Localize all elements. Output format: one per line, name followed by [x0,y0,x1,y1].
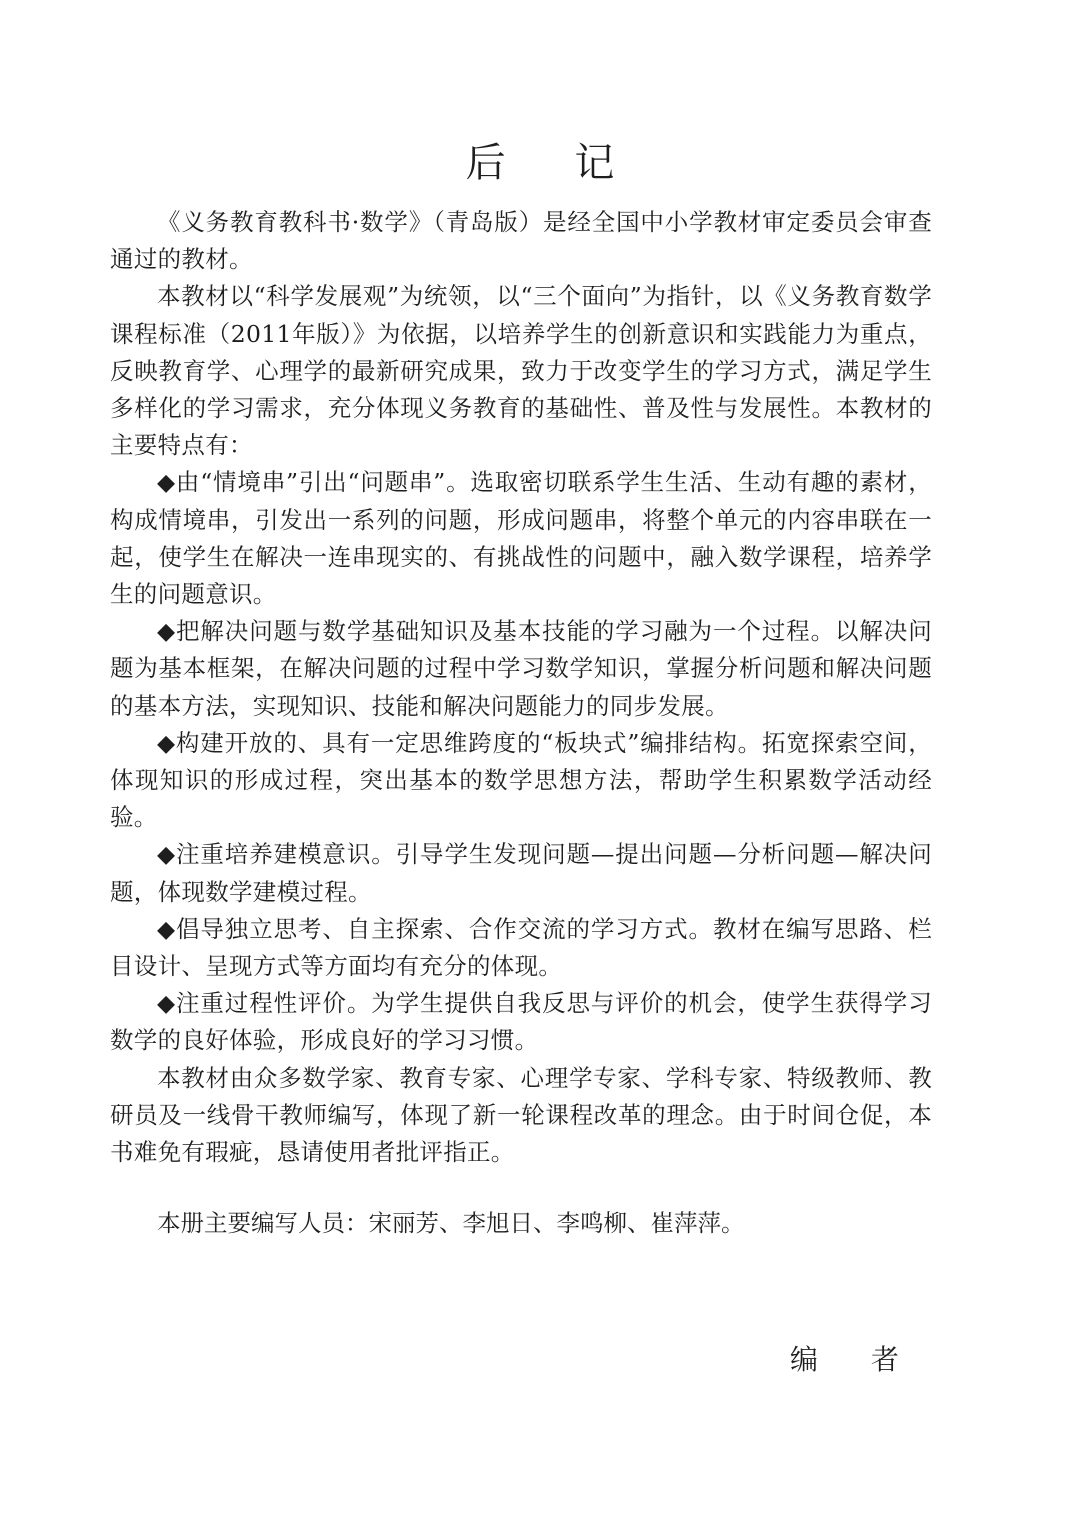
paragraph-feature-1: ◆由“情境串”引出“问题串”。选取密切联系学生生活、生动有趣的素材，构成情境串，引发出一系列的问题，形成问题串，将整个单元的内容串联在一起，使学生在解决一连串现实的、有挑战性的问题中，融入数学课程，培养学生的问题意识。 [110,468,932,609]
paragraph-overview: 本教材以“科学发展观”为统领，以“三个面向”为指针，以《义务教育数学课程标准（2011年版）》为依据，以培养学生的创新意识和实践能力为重点，反映教育学、心理学的最新研究成果，致力于改变学生的学习方式，满足学生多样化的学习需求，充分体现义务教育的基础性、普及性与发展性。本教材的主要特点有： [110,282,932,460]
paragraph-intro: 《义务教育教科书·数学》（青岛版）是经全国中小学教材审定委员会审查通过的教材。 [110,208,932,274]
paragraph-feature-4: ◆注重培养建模意识。引导学生发现问题—提出问题—分析问题—解决问题，体现数学建模过程。 [110,840,932,906]
paragraph-feature-6: ◆注重过程性评价。为学生提供自我反思与评价的机会，使学生获得学习数学的良好体验，形成良好的学习习惯。 [110,989,932,1055]
afterword-body [110,204,932,1171]
paragraph-closing: 本教材由众多数学家、教育专家、心理学专家、学科专家、特级教师、教研员及一线骨干教师编写，体现了新一轮课程改革的理念。由于时间仓促，本书难免有瑕疵，恳请使用者批评指正。 [110,1063,932,1167]
signature-editor: 编 者 [790,1343,921,1376]
paragraph-feature-2: ◆把解决问题与数学基础知识及基本技能的学习融为一个过程。以解决问题为基本框架，在解决问题的过程中学习数学知识，掌握分析问题和解决问题的基本方法，实现知识、技能和解决问题能力的同步发展。 [110,617,932,720]
authors-credit: 本册主要编写人员：宋丽芳、李旭日、李鸣柳、崔萍萍。 [157,1209,745,1237]
paragraph-feature-5: ◆倡导独立思考、自主探索、合作交流的学习方式。教材在编写思路、栏目设计、呈现方式等方面均有充分的体现。 [110,914,932,981]
page-title: 后 记 [465,139,643,186]
paragraph-feature-3: ◆构建开放的、具有一定思维跨度的“板块式”编排结构。拓宽探索空间，体现知识的形成过程，突出基本的数学思想方法，帮助学生积累数学活动经验。 [110,728,932,832]
